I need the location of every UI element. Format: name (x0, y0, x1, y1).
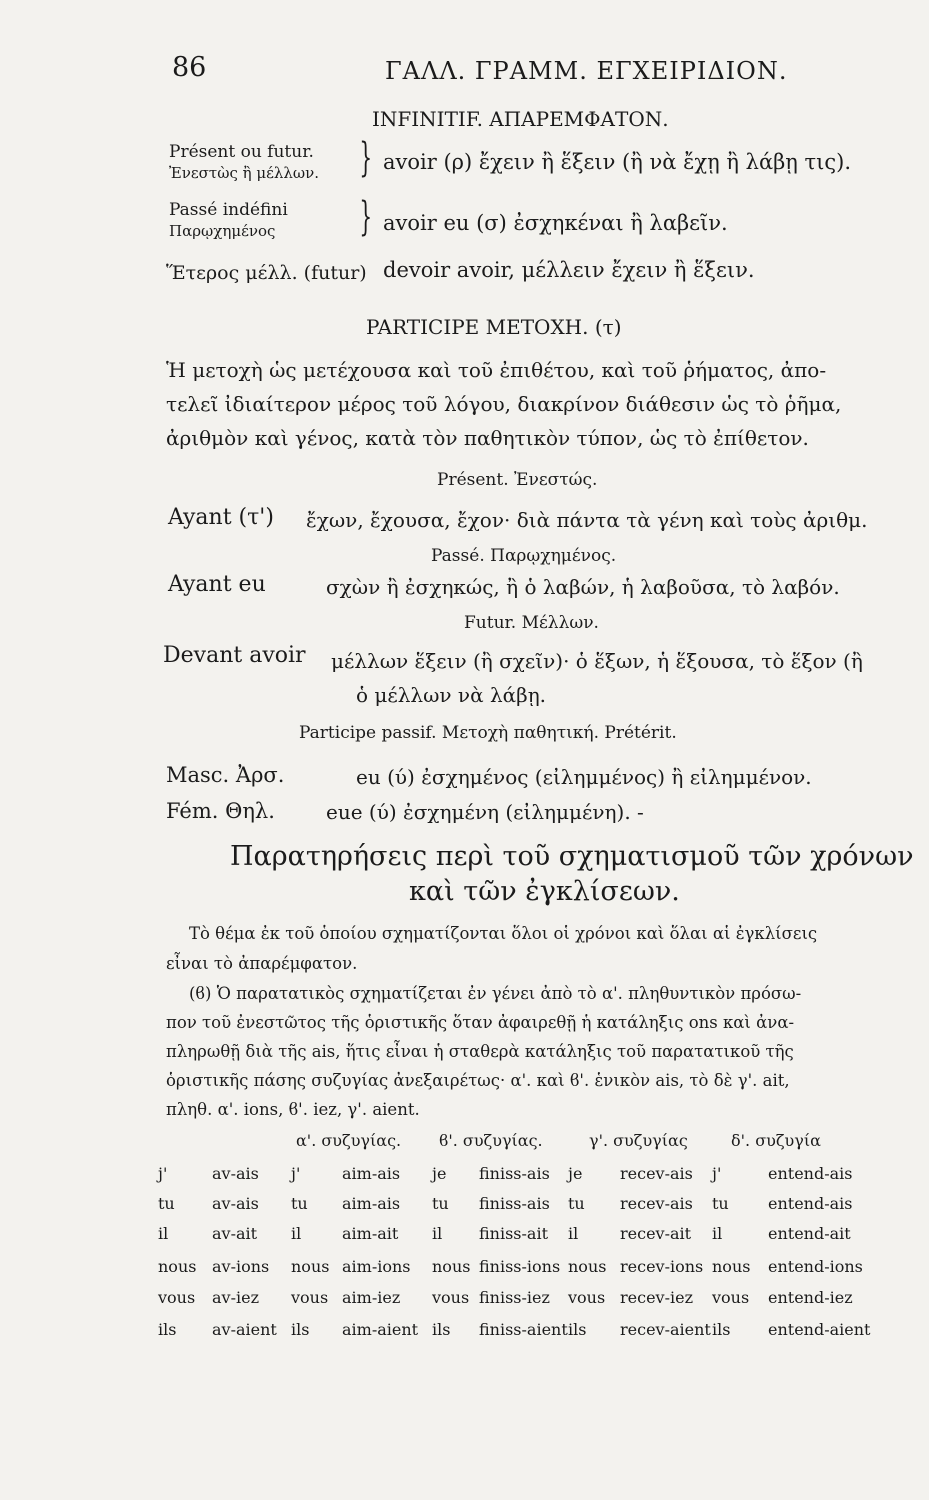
masc-text: eu (ύ) ἐσχημένος (εἰλημμένος) ἢ εἰλημμένον. (356, 765, 812, 789)
infinitif-row1-label-gr: Ἐνεστὼς ἢ μέλλων. (169, 164, 320, 182)
para2-line-3: πληρωθῇ διὰ τῆς ais, ἥτις εἶναι ἡ σταθερὰ κατάληξις τοῦ παρατατικοῦ τῆς (166, 1042, 794, 1061)
infinitif-row3-text: devoir avoir, μέλλειν ἔχειν ἢ ἕξειν. (383, 258, 755, 282)
futur-title: Futur. Μέλλων. (464, 613, 599, 633)
pronoun-cell: il (432, 1224, 443, 1243)
present-text: ἔχων, ἔχουσα, ἔχον· διὰ πάντα τὰ γένη καὶ τοὺς ἀριθμ. (306, 508, 868, 532)
page-number: 86 (172, 52, 207, 83)
para1-line-1: Τὸ θέμα ἐκ τοῦ ὁποίου σχηματίζονται ὅλοι οἱ χρόνοι καὶ ὅλαι αἱ ἐγκλίσεις (189, 924, 818, 943)
conj-header-1: α'. συζυγίας. (296, 1131, 402, 1150)
fem-label: Fém. Θηλ. (166, 799, 275, 823)
pronoun-cell: nous (432, 1257, 471, 1276)
pronoun-cell: j' (712, 1164, 722, 1183)
passe-label: Ayant eu (168, 572, 266, 597)
participe-intro-line-3: ἀριθμὸν καὶ γένος, κατὰ τὸν παθητικὸν τύπον, ὡς τὸ ἐπίθετον. (166, 426, 809, 450)
participe-intro-line-2: τελεῖ ἰδιαίτερον μέρος τοῦ λόγου, διακρίνον διάθεσιν ὡς τὸ ῥῆμα, (166, 392, 842, 416)
pronoun-cell: je (568, 1164, 583, 1183)
pronoun-cell: ils (712, 1320, 731, 1339)
passe-title: Passé. Παρῳχημένος. (431, 546, 617, 566)
verb-form-cell: av-aient (212, 1320, 277, 1339)
infinitif-row3-label: Ἕτερος μέλλ. (futur) (166, 262, 367, 284)
brace-mark: } (359, 194, 373, 240)
verb-form-cell: entend-ait (768, 1224, 851, 1243)
observations-heading-line-1: Παρατηρήσεις περὶ τοῦ σχηματισμοῦ τῶν χρόνων (230, 841, 914, 872)
participe-title: PARTICIPE ΜΕΤΟΧΗ. (τ) (366, 315, 622, 339)
verb-form-cell: aim-ais (342, 1164, 401, 1183)
pronoun-cell: nous (712, 1257, 751, 1276)
running-title: ΓΑΛΛ. ΓΡΑΜΜ. ΕΓΧΕΙΡΙΔΙΟΝ. (385, 57, 788, 85)
futur-text-line-1: μέλλων ἕξειν (ἢ σχεῖν)· ὁ ἕξων, ἡ ἕξουσα, τὸ ἕξον (ἢ (331, 649, 863, 673)
pronoun-cell: ils (568, 1320, 587, 1339)
verb-form-cell: recev-ais (620, 1164, 693, 1183)
pronoun-cell: nous (291, 1257, 330, 1276)
para2-line-2: πον τοῦ ἐνεστῶτος τῆς ὁριστικῆς ὅταν ἀφαιρεθῇ ἡ κατάληξις ons καὶ ἀνα- (166, 1013, 795, 1032)
pronoun-cell: ils (291, 1320, 310, 1339)
verb-form-cell: finiss-ais (479, 1164, 550, 1183)
infinitif-row2-label-fr: Passé indéfini (169, 200, 288, 220)
pronoun-cell: ils (158, 1320, 177, 1339)
infinitif-title: INFINITIF. ΑΠΑΡΕΜΦΑΤΟΝ. (372, 107, 669, 131)
verb-form-cell: entend-ais (768, 1164, 853, 1183)
para1-line-2: εἶναι τὸ ἀπαρέμφατον. (166, 954, 358, 973)
verb-form-cell: av-iez (212, 1288, 259, 1307)
pronoun-cell: tu (432, 1194, 449, 1213)
infinitif-row2-label-gr: Παρῳχημένος (169, 222, 276, 240)
verb-form-cell: aim-ait (342, 1224, 399, 1243)
verb-form-cell: av-ait (212, 1224, 258, 1243)
verb-form-cell: entend-aient (768, 1320, 871, 1339)
verb-form-cell: recev-ait (620, 1224, 692, 1243)
verb-form-cell: entend-ais (768, 1194, 853, 1213)
verb-form-cell: finiss-ais (479, 1194, 550, 1213)
pronoun-cell: nous (158, 1257, 197, 1276)
pronoun-cell: vous (712, 1288, 750, 1307)
masc-label: Masc. Ἀρσ. (166, 763, 285, 787)
verb-form-cell: aim-ais (342, 1194, 401, 1213)
pronoun-cell: tu (158, 1194, 175, 1213)
pronoun-cell: tu (291, 1194, 308, 1213)
present-title: Présent. Ἐνεστώς. (437, 470, 598, 490)
verb-form-cell: aim-iez (342, 1288, 401, 1307)
para2-line-4: ὁριστικῆς πάσης συζυγίας ἀνεξαιρέτως· α'. καὶ ϐ'. ἑνικὸν ais, τὸ δὲ γ'. ait, (166, 1071, 790, 1090)
pronoun-cell: vous (432, 1288, 470, 1307)
present-label: Ayant (τ') (168, 505, 274, 530)
brace-mark: } (359, 135, 373, 181)
infinitif-row1-text: avoir (ρ) ἔχειν ἢ ἕξειν (ἢ νὰ ἔχῃ ἢ λάβῃ τις). (383, 150, 852, 174)
verb-form-cell: finiss-iez (479, 1288, 550, 1307)
verb-form-cell: finiss-ait (479, 1224, 549, 1243)
futur-text-line-2: ὁ μέλλων νὰ λάβῃ. (356, 683, 547, 707)
conj-header-3: γ'. συζυγίας (589, 1131, 688, 1150)
pronoun-cell: ils (432, 1320, 451, 1339)
verb-form-cell: av-ais (212, 1194, 259, 1213)
conj-header-2: ϐ'. συζυγίας. (439, 1131, 543, 1150)
infinitif-row2-text: avoir eu (σ) ἐσχηκέναι ἢ λαβεῖν. (383, 211, 728, 235)
fem-text: eue (ύ) ἐσχημένη (εἰλημμένη). - (326, 800, 644, 824)
verb-form-cell: av-ions (212, 1257, 270, 1276)
para2-line-5: πληθ. α'. ions, ϐ'. iez, γ'. aient. (166, 1100, 420, 1119)
pronoun-cell: il (712, 1224, 723, 1243)
observations-heading-line-2: καὶ τῶν ἐγκλίσεων. (409, 876, 680, 907)
pronoun-cell: j' (158, 1164, 168, 1183)
futur-label: Devant avoir (163, 643, 306, 668)
participe-intro-line-1: Ἡ μετοχὴ ὡς μετέχουσα καὶ τοῦ ἐπιθέτου, καὶ τοῦ ῥήματος, ἀπο- (166, 358, 827, 382)
verb-form-cell: recev-ais (620, 1194, 693, 1213)
pronoun-cell: je (432, 1164, 447, 1183)
passe-text: σχὼν ἢ ἐσχηκώς, ἢ ὁ λαβών, ἡ λαβοῦσα, τὸ λαβόν. (326, 575, 840, 599)
verb-form-cell: aim-aient (342, 1320, 419, 1339)
verb-form-cell: entend-ions (768, 1257, 863, 1276)
verb-form-cell: recev-ions (620, 1257, 704, 1276)
verb-form-cell: finiss-aient (479, 1320, 568, 1339)
pronoun-cell: il (568, 1224, 579, 1243)
verb-form-cell: entend-iez (768, 1288, 853, 1307)
para2-line-1: (ϐ) Ὁ παρατατικὸς σχηματίζεται ἐν γένει ἀπὸ τὸ α'. πληθυντικὸν πρόσω- (189, 984, 802, 1003)
verb-form-cell: finiss-ions (479, 1257, 561, 1276)
pronoun-cell: il (158, 1224, 169, 1243)
pronoun-cell: il (291, 1224, 302, 1243)
pronoun-cell: tu (712, 1194, 729, 1213)
verb-form-cell: aim-ions (342, 1257, 411, 1276)
pronoun-cell: tu (568, 1194, 585, 1213)
verb-form-cell: av-ais (212, 1164, 259, 1183)
pronoun-cell: vous (291, 1288, 329, 1307)
passif-title: Participe passif. Μετοχὴ παθητική. Prétérit. (299, 723, 677, 743)
pronoun-cell: nous (568, 1257, 607, 1276)
pronoun-cell: j' (291, 1164, 301, 1183)
verb-form-cell: recev-iez (620, 1288, 694, 1307)
conj-header-4: δ'. συζυγία (731, 1131, 821, 1150)
verb-form-cell: recev-aient (620, 1320, 711, 1339)
pronoun-cell: vous (158, 1288, 196, 1307)
infinitif-row1-label-fr: Présent ou futur. (169, 142, 314, 162)
pronoun-cell: vous (568, 1288, 606, 1307)
